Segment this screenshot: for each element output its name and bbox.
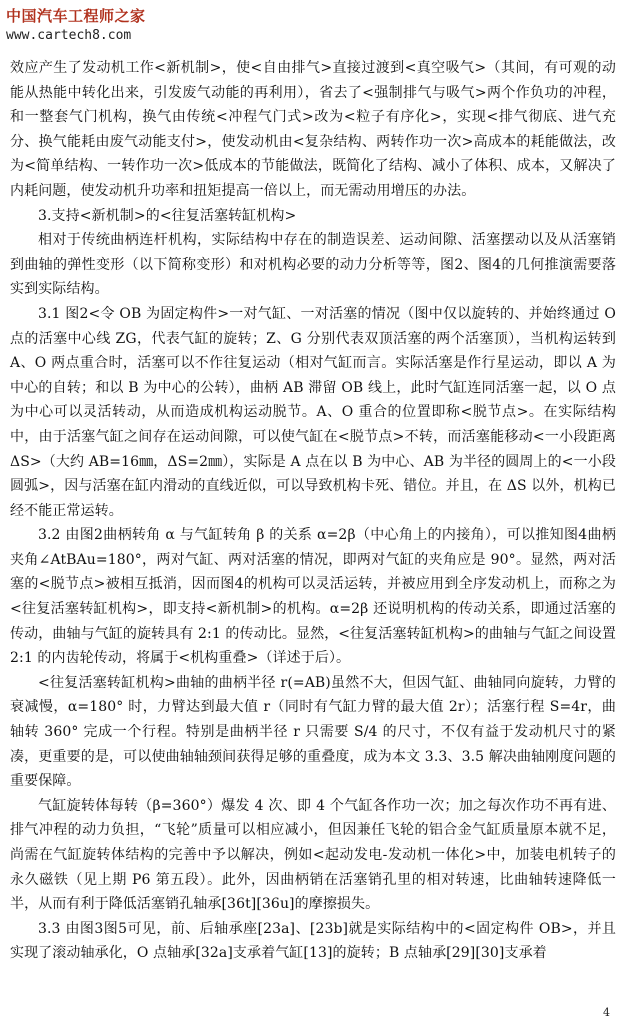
paragraph-3-intro: 相对于传统曲柄连杆机构，实际结构中存在的制造误差、运动间隙、活塞摆动以及从活塞销到曲轴的弹性变形（以下简称变形）和对机构必要的动力分析等等，图2、图4的几何推演需要落实到实际结构。 xyxy=(10,232,616,298)
page-header xyxy=(0,0,625,56)
paragraph-3-2: 3.2 由图2曲柄转角 α 与气缸转角 β 的关系 α=2β（中心角上的内接角），可以推知图4曲柄夹角∠AtBAu=180°，两对气缸、两对活塞的情况，即两对气缸的夹角应是 90°。显然，两对活塞的<脱节点>被相互抵消，因而图4的机构可以灵活运转，并被应用到全序发动机上，而称之为<往复活塞转缸机构>，即支持<新机制>的机构。α=2β 还说明机构的传动关系，即通过活塞的传动，曲轴与气缸的旋转具有 2:1 的传动比。显然，<往复活塞转缸机构>的曲轴与气缸之间设置 2:1 的内齿轮传动，将属于<机构重叠>（详述于后）。 xyxy=(10,527,616,667)
section-heading-3: 3.支持<新机制>的<往复活塞转缸机构> xyxy=(38,207,297,224)
page-number: 4 xyxy=(603,1006,610,1019)
paragraph-3-1: 3.1 图2<令 OB 为固定构件>一对气缸、一对活塞的情况（图中仅以旋转的、并始终通过 O 点的活塞中心线 ZG，代表气缸的旋转；Z、G 分别代表双顶活塞的两个活塞顶），当机构运转到 A、O 两点重合时，活塞可以不作往复运动（相对气缸而言。实际活塞是作行星运动，即以 A 为中心的自转；和以 B 为中心的公转），曲柄 AB 滞留 OB 线上，此时气缸连同活塞一起，以 O 点为中心可以灵活转动，从而造成机构运动脱节。A、O 重合的位置即称<脱节点>。在实际结构中，由于活塞气缸之间存在运动间隙，可以使气缸在<脱节点>不转，而活塞能移动<一小段距离 ΔS>（大约 AB=16㎜，ΔS=2㎜），实际是 A 点在以 B 为中心、AB 为半径的圆周上的<一小段圆弧>，因与活塞在缸内滑动的直线近似，可以导致机构卡死、错位。并且，在 ΔS 以外，机构已经不能正常运转。 xyxy=(10,305,616,519)
paragraph-crank-radius: <往复活塞转缸机构>曲轴的曲柄半径 r(=AB)虽然不大，但因气缸、曲轴同向旋转，力臂的衰减慢，α=180° 时，力臂达到最大值 r（同时有气缸力臂的最大值 2r）；活塞行程 S=4r，曲轴转 360° 完成一个行程。特别是曲柄半径 r 只需要 S/4 的尺寸，不仅有益于发动机尺寸的紧凑，更重要的是，可以使曲轴轴颈间获得足够的重叠度，成为本文 3.3、3.5 解决曲轴刚度问题的重要保障。 xyxy=(10,674,616,790)
site-name-logo: 中国汽车工程师之家 xyxy=(6,7,146,25)
paragraph-3-3: 3.3 由图3图5可见，前、后轴承座[23a]、[23b]就是实际结构中的<固定构件 OB>，并且实现了滚动轴承化，O 点轴承[32a]支承着气缸[13]的旋转；B 点轴承[29][30]支承着 xyxy=(10,920,616,962)
site-url: www.cartech8.com xyxy=(6,28,132,43)
paragraph-cylinder-rotation: 气缸旋转体每转（β=360°）爆发 4 次、即 4 个气缸各作功一次；加之每次作功不再有进、排气冲程的动力负担，“飞轮”质量可以相应减小，但因兼任飞轮的铝合金气缸质量原本就不足，尚需在气缸旋转体结构的完善中予以解决，例如<起动发电-发动机一体化>中，加装电机转子的永久磁铁（见上期 P6 第五段）。此外，因曲柄销在活塞销孔里的相对转速，比曲轴转速降低一半，从而有利于降低活塞销孔轴承[36t][36u]的摩擦损失。 xyxy=(10,797,616,913)
article-body xyxy=(10,56,616,966)
paragraph-intro: 效应产生了发动机工作<新机制>，使<自由排气>直接过渡到<真空吸气>（其间，有可观的动能从热能中转化出来，引发废气动能的再利用），省去了<强制排气与吸气>两个作负功的冲程，和一整套气门机构，换气由传统<冲程气门式>改为<粒子有序化>，实现<排气彻底、进气充分、换气能耗由废气动能支付>，使发动机由<复杂结构、两转作功一次>高成本的耗能做法，改为<简单结构、一转作功一次>低成本的节能做法，既简化了结构、减小了体积、成本，又解决了内耗问题，使发动机升功率和扭矩提高一倍以上，而无需动用增压的办法。 xyxy=(10,60,616,199)
